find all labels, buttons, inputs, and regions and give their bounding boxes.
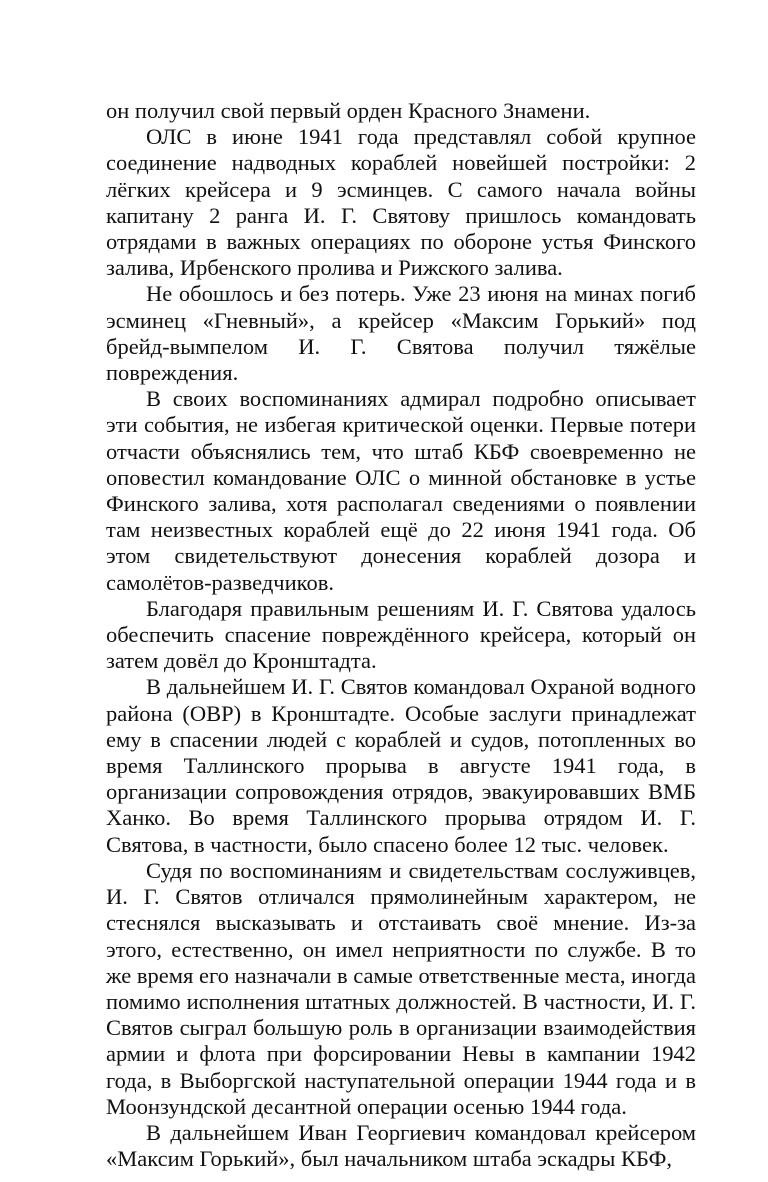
paragraph: В своих воспоминаниях адмирал подробно описывает эти события, не избегая критической оценки. Первые потери отчасти объяснялись тем, что штаб КБФ своевременно не оповестил командование ОЛС о минной обстановке в устье Финского залива, хотя располагал сведениями о появлении там неизвестных кораблей ещё до 22 июня 1941 года. Об этом свидетельствуют донесения кораблей дозора и самолётов-разведчиков. <box>106 386 696 595</box>
paragraph: В дальнейшем Иван Георгиевич командовал крейсером «Максим Горький», был начальником штаба эскадры КБФ, <box>106 1119 696 1172</box>
paragraph: В дальнейшем И. Г. Святов командовал Охраной водного района (ОВР) в Кронштадте. Особые заслуги принадлежат ему в спасении людей с кораблей и судов, потопленных во время Таллинского прорыва в августе 1941 года, в организации сопровождения отрядов, эвакуировавших ВМБ Ханко. Во время Таллинского прорыва отрядом И. Г. Святова, в частности, было спасено более 12 тыс. человек. <box>106 674 696 857</box>
paragraph: Не обошлось и без потерь. Уже 23 июня на минах погиб эсминец «Гневный», а крейсер «Максим Горький» под брейд-вымпелом И. Г. Святова получил тяжёлые повреждения. <box>106 281 696 386</box>
paragraph: Благодаря правильным решениям И. Г. Святова удалось обеспечить спасение повреждённого крейсера, который он затем довёл до Кронштадта. <box>106 595 696 674</box>
book-page-text <box>106 98 696 1172</box>
paragraph: Судя по воспоминаниям и свидетельствам сослуживцев, И. Г. Святов отличался прямолинейным характером, не стеснялся высказывать и отстаивать своё мнение. Из-за этого, естественно, он имел неприятности по службе. В то же время его назначали в самые ответственные места, иногда помимо исполнения штатных должностей. В частности, И. Г. Святов сыграл большую роль в организации взаимодействия армии и флота при форсировании Невы в кампании 1942 года, в Выборгской наступательной операции 1944 года и в Моонзундской десантной операции осенью 1944 года. <box>106 857 696 1119</box>
paragraph: ОЛС в июне 1941 года представлял собой крупное соединение надводных кораблей новейшей постройки: 2 лёгких крейсера и 9 эсминцев. С самого начала войны капитану 2 ранга И. Г. Святову пришлось командовать отрядами в важных операциях по обороне устья Финского залива, Ирбенского пролива и Рижского залива. <box>106 124 696 281</box>
paragraph: он получил свой первый орден Красного Знамени. <box>106 98 591 123</box>
